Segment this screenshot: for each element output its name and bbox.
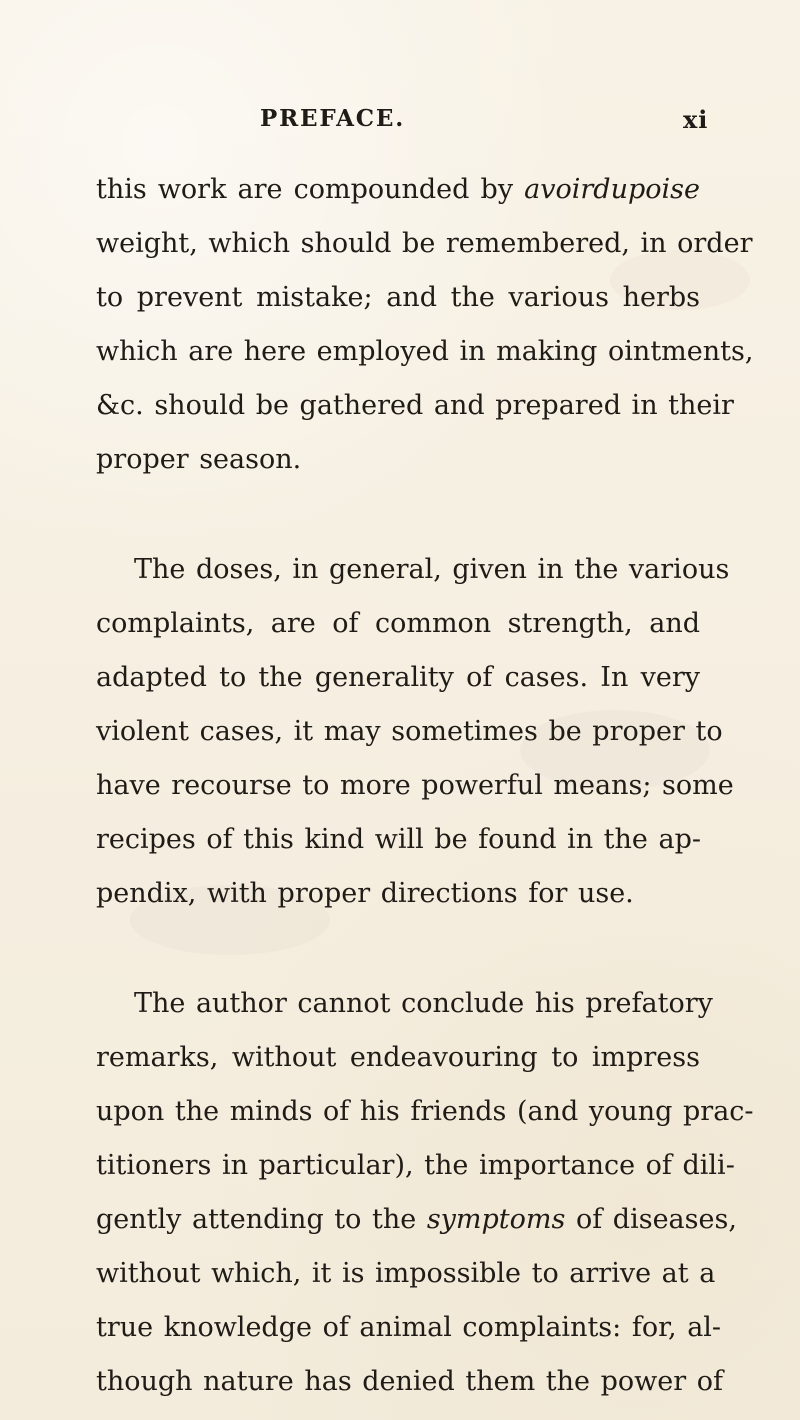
page-header — [0, 105, 800, 145]
line-text: remarks, without endeavouring to impress — [96, 1042, 700, 1073]
paragraph-2 — [96, 543, 734, 921]
text-line — [96, 1355, 723, 1409]
line-text: violent cases, it may sometimes be proper to — [96, 716, 723, 747]
text-block — [96, 163, 754, 1409]
paragraph-3 — [96, 977, 754, 1409]
text-line — [96, 433, 700, 487]
text-line — [96, 813, 700, 867]
line-text: pendix, with proper directions for use. — [96, 878, 634, 909]
text-line — [96, 217, 753, 271]
line-text: weight, which should be remembered, in order — [96, 228, 753, 259]
text-line — [96, 1085, 754, 1139]
text-line — [96, 379, 734, 433]
text-line — [96, 1247, 716, 1301]
line-text: upon the minds of his friends (and young prac- — [96, 1096, 754, 1127]
line-text: which are here employed in making ointments, — [96, 336, 754, 367]
text-line — [96, 759, 734, 813]
paragraph-gap — [96, 487, 700, 543]
text-line — [96, 651, 700, 705]
text-line — [96, 1139, 735, 1193]
line-text: have recourse to more powerful means; some — [96, 770, 734, 801]
line-text: proper season. — [96, 444, 302, 475]
line-text: though nature has denied them the power of — [96, 1366, 723, 1397]
italic-word: avoirdupoise — [524, 174, 700, 205]
page-title: PREFACE. — [260, 105, 406, 132]
italic-word: symptoms — [426, 1204, 566, 1235]
line-text: true knowledge of animal complaints: for, al- — [96, 1312, 722, 1343]
paragraph-gap — [96, 921, 700, 977]
text-line — [96, 163, 700, 217]
line-text: gently attending to the — [96, 1204, 427, 1235]
line-text: complaints, are of common strength, and — [96, 608, 700, 639]
line-text: titioners in particular), the importance of dili- — [96, 1150, 735, 1181]
text-line — [96, 977, 713, 1031]
text-line — [96, 1193, 737, 1247]
line-text: without which, it is impossible to arrive at a — [96, 1258, 716, 1289]
line-text-after: of diseases, — [565, 1204, 737, 1235]
page-number: xi — [683, 105, 709, 134]
text-line — [96, 705, 723, 759]
line-text: this work are compounded by — [96, 174, 525, 205]
text-line — [96, 1031, 700, 1085]
line-text: The doses, in general, given in the various — [134, 554, 730, 585]
text-line — [96, 543, 730, 597]
line-text: to prevent mistake; and the various herbs — [96, 282, 700, 313]
line-text: adapted to the generality of cases. In very — [96, 662, 700, 693]
line-text: &c. should be gathered and prepared in their — [96, 390, 734, 421]
line-text: recipes of this kind will be found in the ap- — [96, 824, 701, 855]
text-line — [96, 271, 700, 325]
text-line — [96, 1301, 722, 1355]
line-text: The author cannot conclude his prefatory — [134, 988, 713, 1019]
text-line — [96, 325, 754, 379]
paragraph-1 — [96, 163, 754, 487]
text-line — [96, 867, 700, 921]
text-line — [96, 597, 700, 651]
